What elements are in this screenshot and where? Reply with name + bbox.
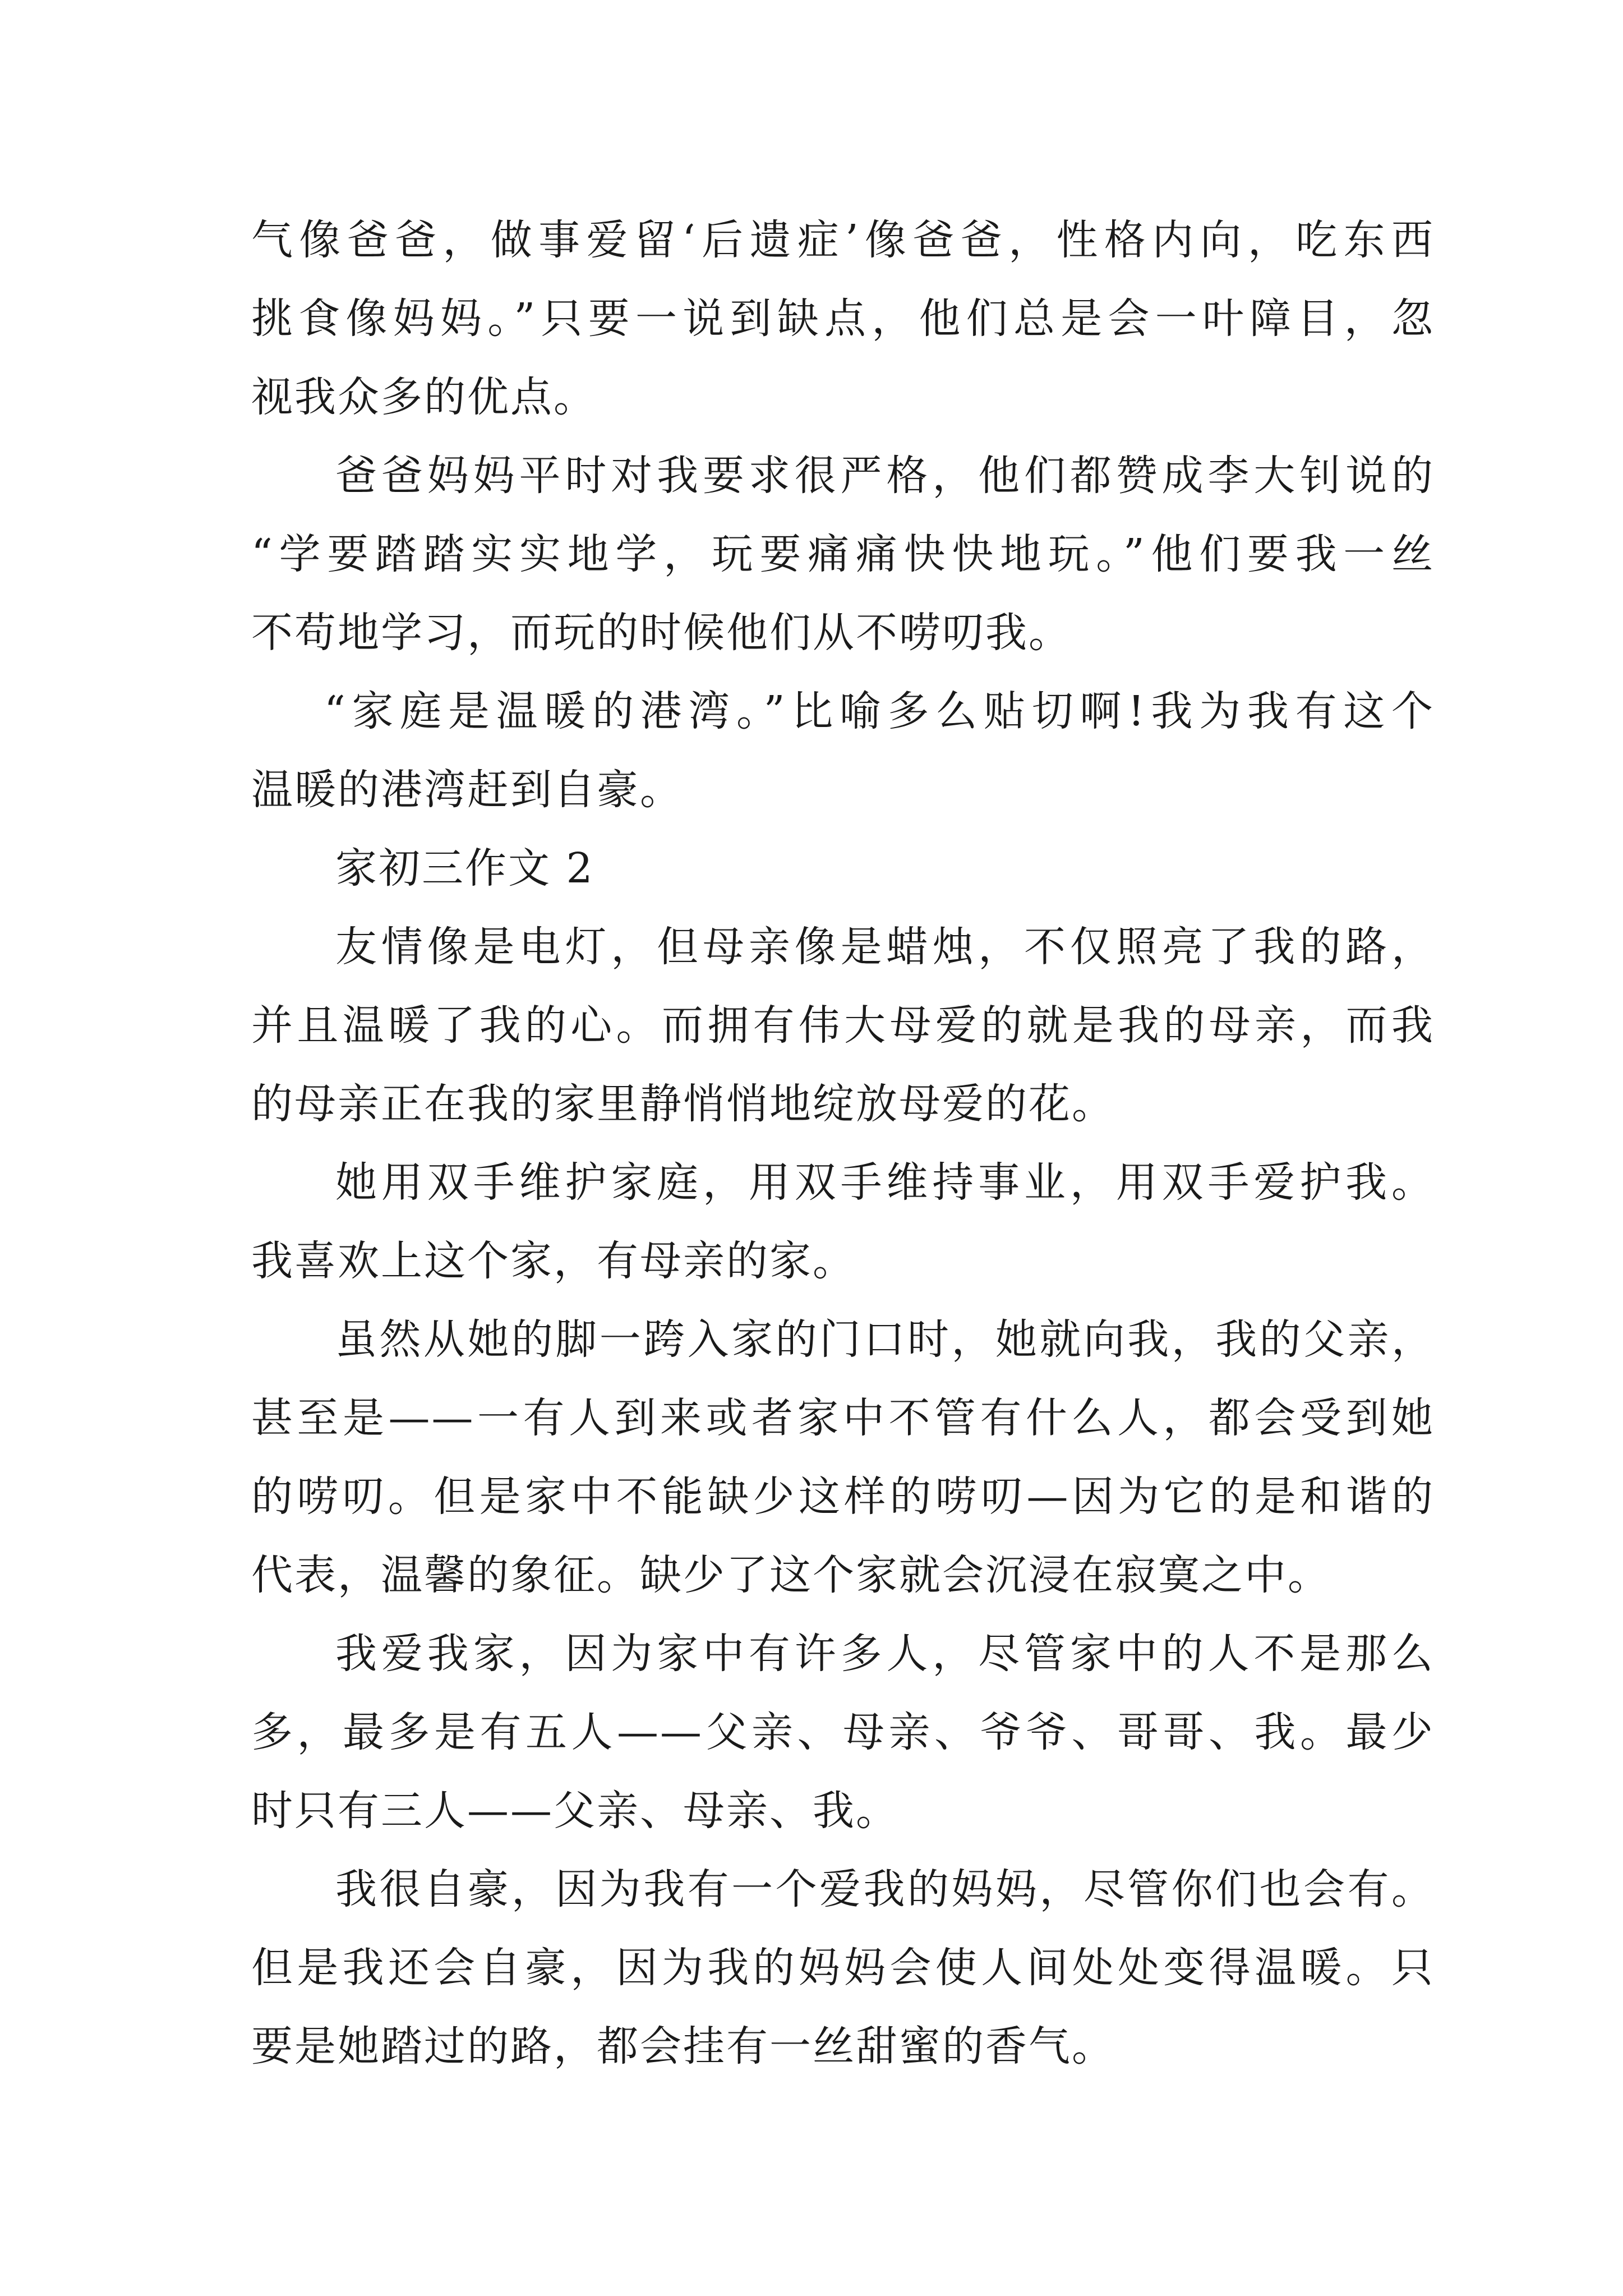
section-heading: 家初三作文 2 xyxy=(335,844,594,892)
text-line: 温暖的港湾赶到自豪。 xyxy=(251,766,683,814)
text-line: 多，最多是有五人——父亲、母亲、爷爷、哥哥、我。最少 xyxy=(251,1708,1435,1756)
text-line: 并且温暖了我的心。而拥有伟大母爱的就是我的母亲，而我 xyxy=(251,1001,1435,1050)
text-line: 的母亲正在我的家里静悄悄地绽放母爱的花。 xyxy=(251,1080,1115,1128)
text-line: 气像爸爸，做事爱留‘后遗症’像爸爸，性格内向，吃东西 xyxy=(251,216,1435,264)
paragraph-first-line: 虽然从她的脚一跨入家的门口时，她就向我，我的父亲， xyxy=(335,1315,1435,1364)
essay-body xyxy=(251,201,1435,2086)
text-line: 甚至是——一有人到来或者家中不管有什么人，都会受到她 xyxy=(251,1394,1435,1442)
text-line: 不苟地学习，而玩的时候他们从不唠叨我。 xyxy=(251,609,1072,657)
paragraph-first-line: “家庭是温暖的港湾。”比喻多么贴切啊!我为我有这个 xyxy=(324,687,1435,735)
text-line: “学要踏踏实实地学，玩要痛痛快快地玩。”他们要我一丝 xyxy=(251,530,1435,578)
paragraph-first-line: 我爱我家，因为家中有许多人，尽管家中的人不是那么 xyxy=(335,1630,1435,1678)
text-line: 视我众多的优点。 xyxy=(251,373,597,421)
paragraph-first-line: 她用双手维护家庭，用双手维持事业，用双手爱护我。 xyxy=(335,1158,1435,1207)
text-line: 时只有三人——父亲、母亲、我。 xyxy=(251,1787,899,1835)
text-line: 挑食像妈妈。”只要一说到缺点，他们总是会一叶障目，忽 xyxy=(251,295,1435,343)
paragraph-first-line: 我很自豪，因为我有一个爱我的妈妈，尽管你们也会有。 xyxy=(335,1865,1435,1913)
text-line: 要是她踏过的路，都会挂有一丝甜蜜的香气。 xyxy=(251,2022,1115,2070)
text-line: 我喜欢上这个家，有母亲的家。 xyxy=(251,1237,856,1285)
paragraph-first-line: 爸爸妈妈平时对我要求很严格，他们都赞成李大钊说的 xyxy=(335,452,1435,500)
text-line: 的唠叨。但是家中不能缺少这样的唠叨—因为它的是和谐的 xyxy=(251,1473,1435,1521)
paragraph-first-line: 友情像是电灯，但母亲像是蜡烛，不仅照亮了我的路， xyxy=(335,923,1435,971)
text-line: 但是我还会自豪，因为我的妈妈会使人间处处变得温暖。只 xyxy=(251,1944,1435,1992)
text-line: 代表，温馨的象征。缺少了这个家就会沉浸在寂寞之中。 xyxy=(251,1551,1331,1599)
